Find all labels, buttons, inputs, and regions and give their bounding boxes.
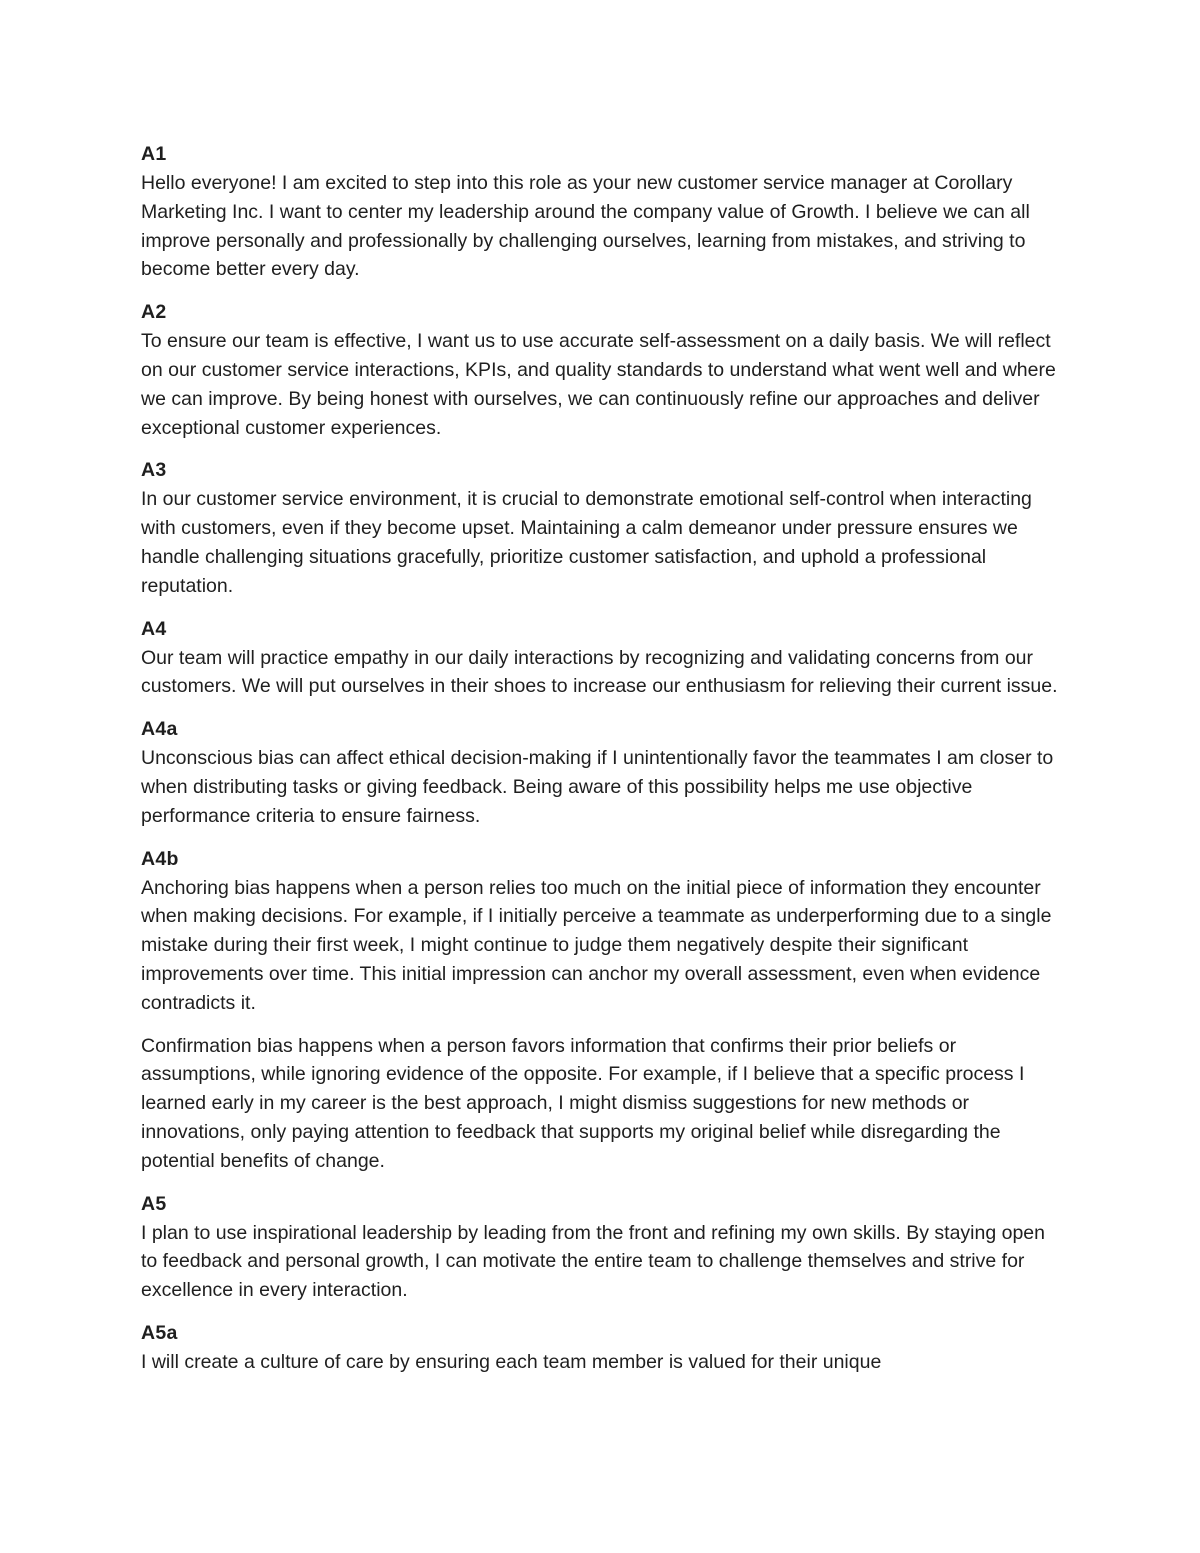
- section-paragraph: To ensure our team is effective, I want us to use accurate self-assessment on a daily basis. We will reflect on our customer service interactions, KPIs, and quality standards to understand what went well and where we can improve. By being honest with ourselves, we can continuously refine our approaches and deliver exceptional customer experiences.: [141, 330, 1056, 439]
- section-paragraph: Anchoring bias happens when a person relies too much on the initial piece of information they encounter when making decisions. For example, if I initially perceive a teammate as underperforming due to a single mistake during their first week, I might continue to judge them negatively despite their significant improvements over time. This initial impression can anchor my overall assessment, even when evidence contradicts it.: [141, 876, 1052, 1014]
- section-heading: A5: [141, 1192, 167, 1215]
- section-paragraph: In our customer service environment, it is crucial to demonstrate emotional self-control when interacting with customers, even if they become upset. Maintaining a calm demeanor under pressure ensures we handle challenging situations gracefully, prioritize customer satisfaction, and uphold a professional reputation.: [141, 488, 1032, 597]
- section-heading: A5a: [141, 1321, 178, 1344]
- section-paragraph: I will create a culture of care by ensuring each team member is valued for their unique: [141, 1350, 882, 1373]
- section-a5a: [141, 1319, 1065, 1377]
- section-paragraph: Hello everyone! I am excited to step into this role as your new customer service manager at Corollary Marketing Inc. I want to center my leadership around the company value of Growth. I believe we can all improve personally and professionally by challenging ourselves, learning from mistakes, and striving to become better every day.: [141, 172, 1030, 281]
- section-paragraph: I plan to use inspirational leadership by leading from the front and refining my own skills. By staying open to feedback and personal growth, I can motivate the entire team to challenge themselves and strive for excellence in every interaction.: [141, 1221, 1045, 1302]
- section-a3: [141, 456, 1065, 600]
- section-a1: [141, 140, 1065, 284]
- section-heading: A4b: [141, 847, 179, 870]
- section-paragraph: Our team will practice empathy in our daily interactions by recognizing and validating concerns from our customers. We will put ourselves in their shoes to increase our enthusiasm for relieving their current issue.: [141, 646, 1058, 698]
- section-a4b: [141, 845, 1065, 1176]
- section-heading: A4a: [141, 718, 178, 741]
- section-heading: A4: [141, 617, 167, 640]
- section-a4a: [141, 715, 1065, 830]
- section-heading: A2: [141, 301, 167, 324]
- section-paragraph: Confirmation bias happens when a person favors information that confirms their prior beliefs or assumptions, while ignoring evidence of the opposite. For example, if I believe that a specific process I learned early in my career is the best approach, I might dismiss suggestions for new methods or innovations, only paying attention to feedback that supports my original belief while disregarding the potential benefits of change.: [141, 1034, 1025, 1172]
- section-paragraph: Unconscious bias can affect ethical decision-making if I unintentionally favor the teammates I am closer to when distributing tasks or giving feedback. Being aware of this possibility helps me use objective performance criteria to ensure fairness.: [141, 747, 1054, 827]
- section-heading: A1: [141, 143, 167, 165]
- section-a5: [141, 1190, 1065, 1305]
- section-heading: A3: [141, 459, 167, 482]
- section-a2: [141, 298, 1065, 442]
- section-a4: [141, 615, 1065, 702]
